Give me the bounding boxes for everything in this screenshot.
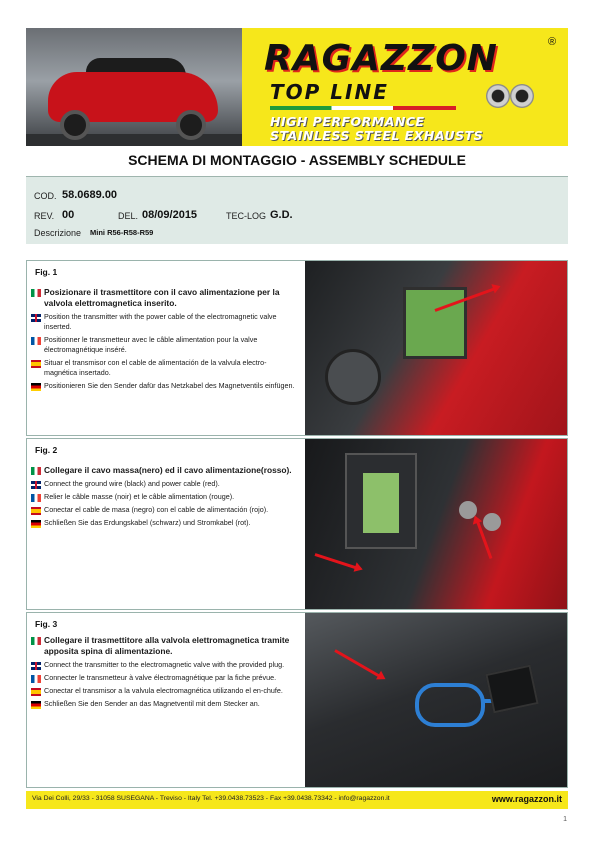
spanish-flag-icon — [31, 688, 41, 696]
uk-flag-icon — [31, 662, 41, 670]
engine-bay-photo — [305, 439, 567, 609]
registered-mark: ® — [548, 36, 557, 48]
instruction-text: Relier le câble masse (noir) et le câble alimentation (rouge). — [44, 492, 235, 501]
fuse-box-shape — [403, 287, 467, 359]
uk-flag-icon — [31, 481, 41, 489]
french-flag-icon — [31, 494, 41, 502]
logo-brand-text: RAGAZZON — [264, 38, 498, 79]
italian-flag-icon — [31, 467, 41, 475]
instruction-en — [31, 312, 297, 332]
instruction-fr — [31, 673, 297, 683]
instruction-text: Positionieren Sie den Sender dafür das Netzkabel des Magnetventils einfügen. — [44, 381, 295, 390]
italian-flag-icon — [31, 289, 41, 297]
exhaust-tip-icon — [510, 84, 534, 108]
header-banner — [26, 28, 568, 146]
red-arrow-icon — [315, 553, 358, 569]
del-label: DEL. — [118, 211, 139, 221]
tagline-stainless: STAINLESS STEEL EXHAUSTS — [270, 128, 484, 143]
description-value: Mini R56-R58-R59 — [90, 228, 154, 237]
del-value: 08/09/2015 — [142, 209, 198, 221]
instruction-es — [31, 686, 297, 696]
engine-bay-photo — [305, 613, 567, 787]
german-flag-icon — [31, 383, 41, 391]
instruction-de — [31, 518, 297, 528]
instruction-text: Connecter le transmetteur à valve électromagnétique par la fiche prévue. — [44, 673, 277, 682]
instruction-text: Posizionare il trasmettitore con il cavo alimentazione per la valvola elettromagnetica inserito. — [44, 287, 280, 308]
instruction-text: Connect the transmitter to the electromagnetic valve with the provided plug. — [44, 660, 285, 669]
instruction-de — [31, 381, 297, 391]
instruction-text: Positionner le transmetteur avec le câble alimentation pour la valve électromagnétique inséré. — [44, 335, 258, 354]
description-label: Descrizione — [34, 228, 82, 238]
figure-label: Fig. 1 — [35, 267, 58, 277]
logo-product-line: TOP LINE — [270, 80, 389, 104]
italian-flag-icon — [31, 637, 41, 645]
instruction-it — [31, 635, 297, 657]
page-title: SCHEMA DI MONTAGGIO - ASSEMBLY SCHEDULE — [128, 152, 466, 168]
figure-section-1 — [26, 260, 568, 436]
instruction-text: Collegare il cavo massa(nero) ed il cavo alimentazione(rosso). — [44, 465, 292, 475]
teclog-label: TEC-LOG — [226, 211, 267, 221]
german-flag-icon — [31, 701, 41, 709]
figure-section-3 — [26, 612, 568, 788]
french-flag-icon — [31, 675, 41, 683]
footer-website-link[interactable]: www.ragazzon.it — [491, 794, 562, 804]
tagline-performance: HIGH PERFORMANCE — [270, 114, 425, 129]
figure-label: Fig. 3 — [35, 619, 58, 629]
instruction-text: Connect the ground wire (black) and power cable (red). — [44, 479, 220, 488]
instruction-text: Conectar el cable de masa (negro) con el cable de alimentación (rojo). — [44, 505, 269, 514]
rev-value: 00 — [62, 209, 75, 221]
car-photo — [26, 28, 242, 146]
instruction-text: Position the transmitter with the power cable of the electromagnetic valve inserted. — [44, 312, 277, 331]
uk-flag-icon — [31, 314, 41, 322]
terminal-shape — [483, 513, 501, 531]
instruction-text: Conectar el transmisor a la valvula electromagnética utilizando el en-chufe. — [44, 686, 283, 695]
instruction-es — [31, 505, 297, 515]
instruction-text: Situar el transmisor con el cable de alimentación de la valvula electro-magnética insertado. — [44, 358, 267, 377]
italian-flag-stripe — [270, 106, 456, 110]
wheel-shape — [60, 110, 90, 140]
wheel-shape — [176, 110, 206, 140]
instructions-list — [31, 465, 297, 531]
instruction-it — [31, 287, 297, 309]
instructions-list — [31, 287, 297, 394]
spanish-flag-icon — [31, 507, 41, 515]
figure-label: Fig. 2 — [35, 445, 58, 455]
page-number: 1 — [563, 816, 567, 823]
blue-cable-shape — [415, 683, 485, 727]
cod-value: 58.0689.00 — [62, 189, 118, 201]
instruction-text: Collegare il trasmettitore alla valvola elettromagnetica tramite apposita spina di alimentazione. — [44, 635, 290, 656]
instructions-list — [31, 635, 297, 712]
reservoir-cap-shape — [325, 349, 381, 405]
french-flag-icon — [31, 337, 41, 345]
instruction-es — [31, 358, 297, 378]
figure-section-2 — [26, 438, 568, 610]
instruction-en — [31, 479, 297, 489]
red-arrow-icon — [334, 649, 381, 678]
german-flag-icon — [31, 520, 41, 528]
spanish-flag-icon — [31, 360, 41, 368]
instruction-de — [31, 699, 297, 709]
instruction-text: Schließen Sie den Sender an das Magnetventil mit dem Stecker an. — [44, 699, 260, 708]
footer-bar — [26, 791, 568, 809]
ragazzon-logo — [264, 36, 564, 143]
ground-shape — [26, 134, 242, 146]
instruction-text: Schließen Sie das Erdungskabel (schwarz) und Stromkabel (rot). — [44, 518, 251, 527]
instruction-fr — [31, 335, 297, 355]
fuse-block-shape — [363, 473, 399, 533]
instruction-en — [31, 660, 297, 670]
engine-bay-photo — [305, 261, 567, 435]
teclog-value: G.D. — [270, 209, 293, 221]
instruction-it — [31, 465, 297, 476]
instruction-fr — [31, 492, 297, 502]
rev-label: REV. — [34, 211, 55, 221]
valve-shape — [485, 665, 538, 714]
cod-label: COD. — [34, 191, 57, 201]
exhaust-tip-icon — [486, 84, 510, 108]
footer-address: Via Dei Colli, 29/33 - 31058 SUSEGANA - Treviso - Italy Tel. +39.0438.73523 - Fax +39.0438.73342 - info@ragazzon.it — [32, 795, 390, 802]
info-box — [26, 176, 568, 244]
